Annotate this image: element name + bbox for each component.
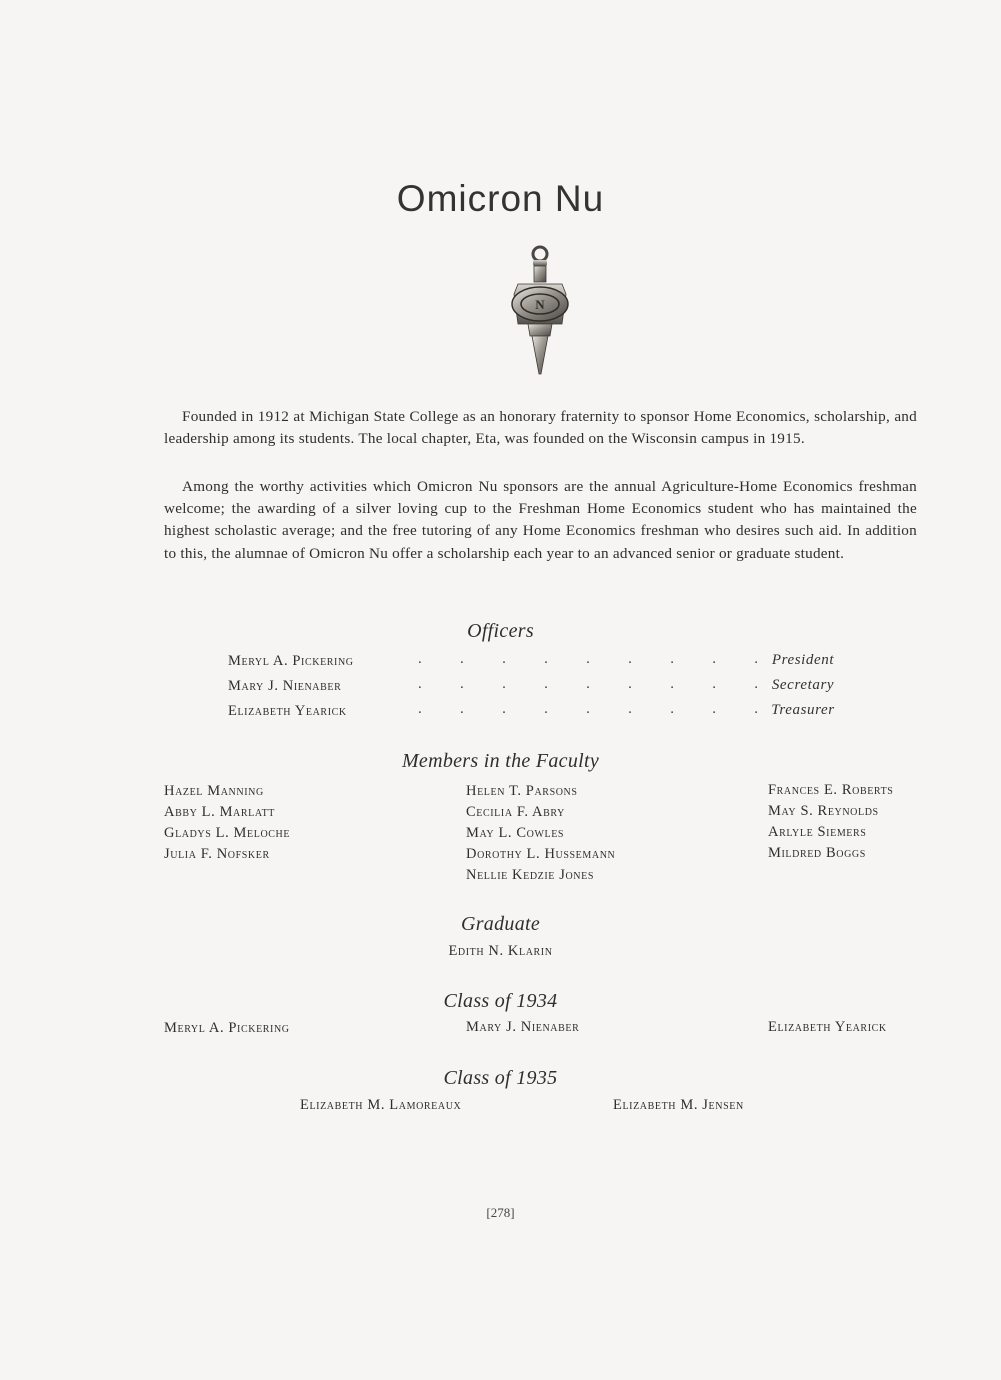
faculty-member: May S. Reynolds xyxy=(768,803,879,819)
class-1934-heading: Class of 1934 xyxy=(443,990,558,1012)
faculty-column-center xyxy=(466,781,615,886)
faculty-heading: Members in the Faculty xyxy=(401,750,600,772)
graduate-heading: Graduate xyxy=(460,913,541,935)
class-1935-member: Elizabeth M. Jensen xyxy=(613,1097,744,1113)
faculty-member: Gladys L. Meloche xyxy=(164,825,291,841)
faculty-column-right xyxy=(768,780,893,864)
activities-paragraph: Among the worthy activities which Omicron Nu sponsors are the annual Agriculture-Home Economics freshman welcome; the awarding of a silver loving cup to the Freshman Home Economics student who has maintained the highest scholastic average; and the free tutoring of any Home Economics freshman who desires such aid. In addition to this, the alumnae of Omicron Nu offer a scholarship each year to an advanced senior or graduate student. xyxy=(164,478,917,562)
class-1935-heading: Class of 1935 xyxy=(443,1067,558,1089)
class-1934-member: Meryl A. Pickering xyxy=(164,1020,290,1036)
officer-row xyxy=(228,703,858,727)
faculty-member: Mildred Boggs xyxy=(768,845,866,861)
leader-dots: . . . . . . . . . xyxy=(418,651,758,667)
officers-heading: Officers xyxy=(467,620,534,642)
officer-role: Treasurer xyxy=(771,702,835,718)
graduate-member: Edith N. Klarin xyxy=(448,943,553,959)
leader-dots: . . . . . . . . . xyxy=(418,676,758,692)
faculty-member: Cecilia F. Abry xyxy=(466,804,565,820)
faculty-member: May L. Cowles xyxy=(466,825,565,841)
officer-row xyxy=(228,678,858,702)
officer-name: Mary J. Nienaber xyxy=(228,678,342,694)
page-title: Omicron Nu xyxy=(396,178,605,219)
intro-paragraph: Founded in 1912 at Michigan State College as an honorary fraternity to sponsor Home Economics, scholarship, and leadership among its students. The local chapter, Eta, was founded on the Wisconsin campus in 1915. xyxy=(164,408,917,448)
officer-role: Secretary xyxy=(771,677,835,693)
faculty-member: Frances E. Roberts xyxy=(768,782,894,798)
officer-role: President xyxy=(771,652,835,668)
faculty-member: Arlyle Siemers xyxy=(768,824,867,840)
faculty-member: Abby L. Marlatt xyxy=(164,804,275,820)
class-1934-member: Mary J. Nienaber xyxy=(466,1019,580,1035)
class-1934-member: Elizabeth Yearick xyxy=(768,1019,887,1035)
officer-name: Elizabeth Yearick xyxy=(228,703,347,719)
officer-row xyxy=(228,653,858,677)
faculty-member: Dorothy L. Hussemann xyxy=(466,846,616,862)
officer-name: Meryl A. Pickering xyxy=(228,653,354,669)
page-number: [278] xyxy=(486,1205,515,1220)
faculty-member: Julia F. Nofsker xyxy=(164,846,270,862)
faculty-member: Nellie Kedzie Jones xyxy=(466,867,594,883)
faculty-member: Helen T. Parsons xyxy=(466,783,578,799)
fraternity-key-pin-image xyxy=(500,244,580,376)
faculty-member: Hazel Manning xyxy=(164,783,264,799)
leader-dots: . . . . . . . . . xyxy=(418,701,758,717)
svg-text:N: N xyxy=(535,297,545,312)
faculty-column-left xyxy=(164,781,290,865)
class-1935-member: Elizabeth M. Lamoreaux xyxy=(300,1097,462,1113)
